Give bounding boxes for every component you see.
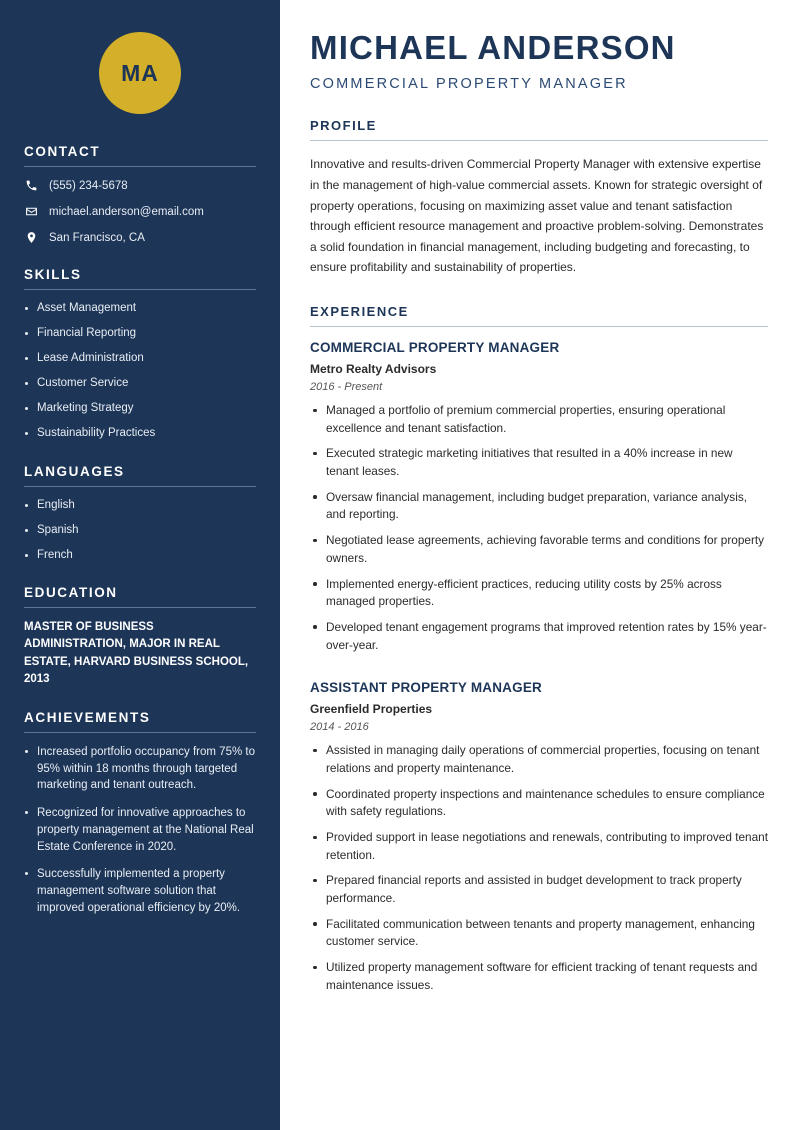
list-item: Sustainability Practices xyxy=(24,426,256,442)
sidebar-section-contact xyxy=(24,144,256,245)
main-content xyxy=(280,0,800,1130)
sidebar-section-skills xyxy=(24,267,256,442)
list-item: Assisted in managing daily operations of commercial properties, focusing on tenant relations and property maintenance. xyxy=(310,742,768,777)
list-item: Coordinated property inspections and maintenance schedules to ensure compliance with safety regulations. xyxy=(310,786,768,821)
education-entry: MASTER OF BUSINESS ADMINISTRATION, MAJOR IN REAL ESTATE, HARVARD BUSINESS SCHOOL, 2013 xyxy=(24,621,249,685)
profile-text: Innovative and results-driven Commercial Property Manager with extensive expertise in the management of high-value commercial assets. Known for strategic oversight of property operations, focusing on maximizing asset value and tenant satisfaction through efficient resource management and proactive problem-solving. Demonstrates a solid foundation in financial management, including budgeting and forecasting, to ensure profitability and sustainability of properties. xyxy=(310,157,764,275)
job-role: COMMERCIAL PROPERTY MANAGER xyxy=(310,340,560,356)
contact-heading: CONTACT xyxy=(24,144,256,167)
list-item: Customer Service xyxy=(24,376,256,392)
list-item: Financial Reporting xyxy=(24,326,256,342)
skills-heading: SKILLS xyxy=(24,267,256,290)
avatar-container xyxy=(24,0,256,144)
job-company: Greenfield Properties xyxy=(310,702,433,717)
section-experience xyxy=(310,304,768,995)
contact-email xyxy=(24,204,256,219)
envelope-icon xyxy=(24,204,39,219)
list-item: Asset Management xyxy=(24,301,256,317)
contact-phone xyxy=(24,178,256,193)
languages-list xyxy=(24,498,256,564)
job-points-list xyxy=(310,742,768,994)
list-item: Successfully implemented a property management software solution that improved operational efficiency by 20%. xyxy=(24,866,256,916)
page-title: MICHAEL ANDERSON xyxy=(310,29,676,66)
contact-email-value: michael.anderson@email.com xyxy=(49,205,204,218)
list-item: Lease Administration xyxy=(24,351,256,367)
avatar: MA xyxy=(99,32,181,114)
contact-location xyxy=(24,230,256,245)
section-profile xyxy=(310,118,768,278)
sidebar-section-education xyxy=(24,585,256,688)
education-heading: EDUCATION xyxy=(24,585,256,608)
experience-entry xyxy=(310,340,768,654)
list-item: Utilized property management software for efficient tracking of tenant requests and maintenance issues. xyxy=(310,959,768,994)
sidebar-section-languages xyxy=(24,464,256,564)
job-points-list xyxy=(310,402,768,654)
experience-entry xyxy=(310,680,768,994)
list-item: Negotiated lease agreements, achieving favorable terms and conditions for property owners. xyxy=(310,532,768,567)
location-pin-icon xyxy=(24,230,39,245)
list-item: Executed strategic marketing initiatives that resulted in a 40% increase in new tenant leases. xyxy=(310,445,768,480)
list-item: Increased portfolio occupancy from 75% to 95% within 18 months through targeted marketing and tenant outreach. xyxy=(24,744,256,794)
job-dates: 2014 - 2016 xyxy=(310,721,369,734)
list-item: Implemented energy-efficient practices, reducing utility costs by 25% across managed properties. xyxy=(310,576,768,611)
list-item: Oversaw financial management, including budget preparation, variance analysis, and reporting. xyxy=(310,489,768,524)
header-job-title: COMMERCIAL PROPERTY MANAGER xyxy=(310,76,628,93)
list-item: French xyxy=(24,548,256,564)
list-item: Facilitated communication between tenants and property management, enhancing customer service. xyxy=(310,916,768,951)
sidebar-section-achievements xyxy=(24,710,256,916)
contact-phone-value: (555) 234-5678 xyxy=(49,179,128,192)
job-company: Metro Realty Advisors xyxy=(310,362,437,377)
list-item: English xyxy=(24,498,256,514)
job-dates: 2016 - Present xyxy=(310,381,383,394)
languages-heading: LANGUAGES xyxy=(24,464,256,487)
profile-heading: PROFILE xyxy=(310,118,768,141)
job-role: ASSISTANT PROPERTY MANAGER xyxy=(310,680,542,696)
skills-list xyxy=(24,301,256,442)
list-item: Prepared financial reports and assisted in budget development to track property performance. xyxy=(310,872,768,907)
section-spacer xyxy=(310,672,768,680)
list-item: Recognized for innovative approaches to property management at the National Real Estate Conference in 2020. xyxy=(24,805,256,855)
sidebar xyxy=(0,0,280,1130)
achievements-heading: ACHIEVEMENTS xyxy=(24,710,256,733)
contact-location-value: San Francisco, CA xyxy=(49,231,145,244)
phone-icon xyxy=(24,178,39,193)
list-item: Managed a portfolio of premium commercial properties, ensuring operational excellence and tenant satisfaction. xyxy=(310,402,768,437)
list-item: Marketing Strategy xyxy=(24,401,256,417)
list-item: Provided support in lease negotiations and renewals, contributing to improved tenant retention. xyxy=(310,829,768,864)
list-item: Developed tenant engagement programs that improved retention rates by 15% year-over-year. xyxy=(310,619,768,654)
list-item: Spanish xyxy=(24,523,256,539)
achievements-list xyxy=(24,744,256,916)
experience-heading: EXPERIENCE xyxy=(310,304,768,327)
